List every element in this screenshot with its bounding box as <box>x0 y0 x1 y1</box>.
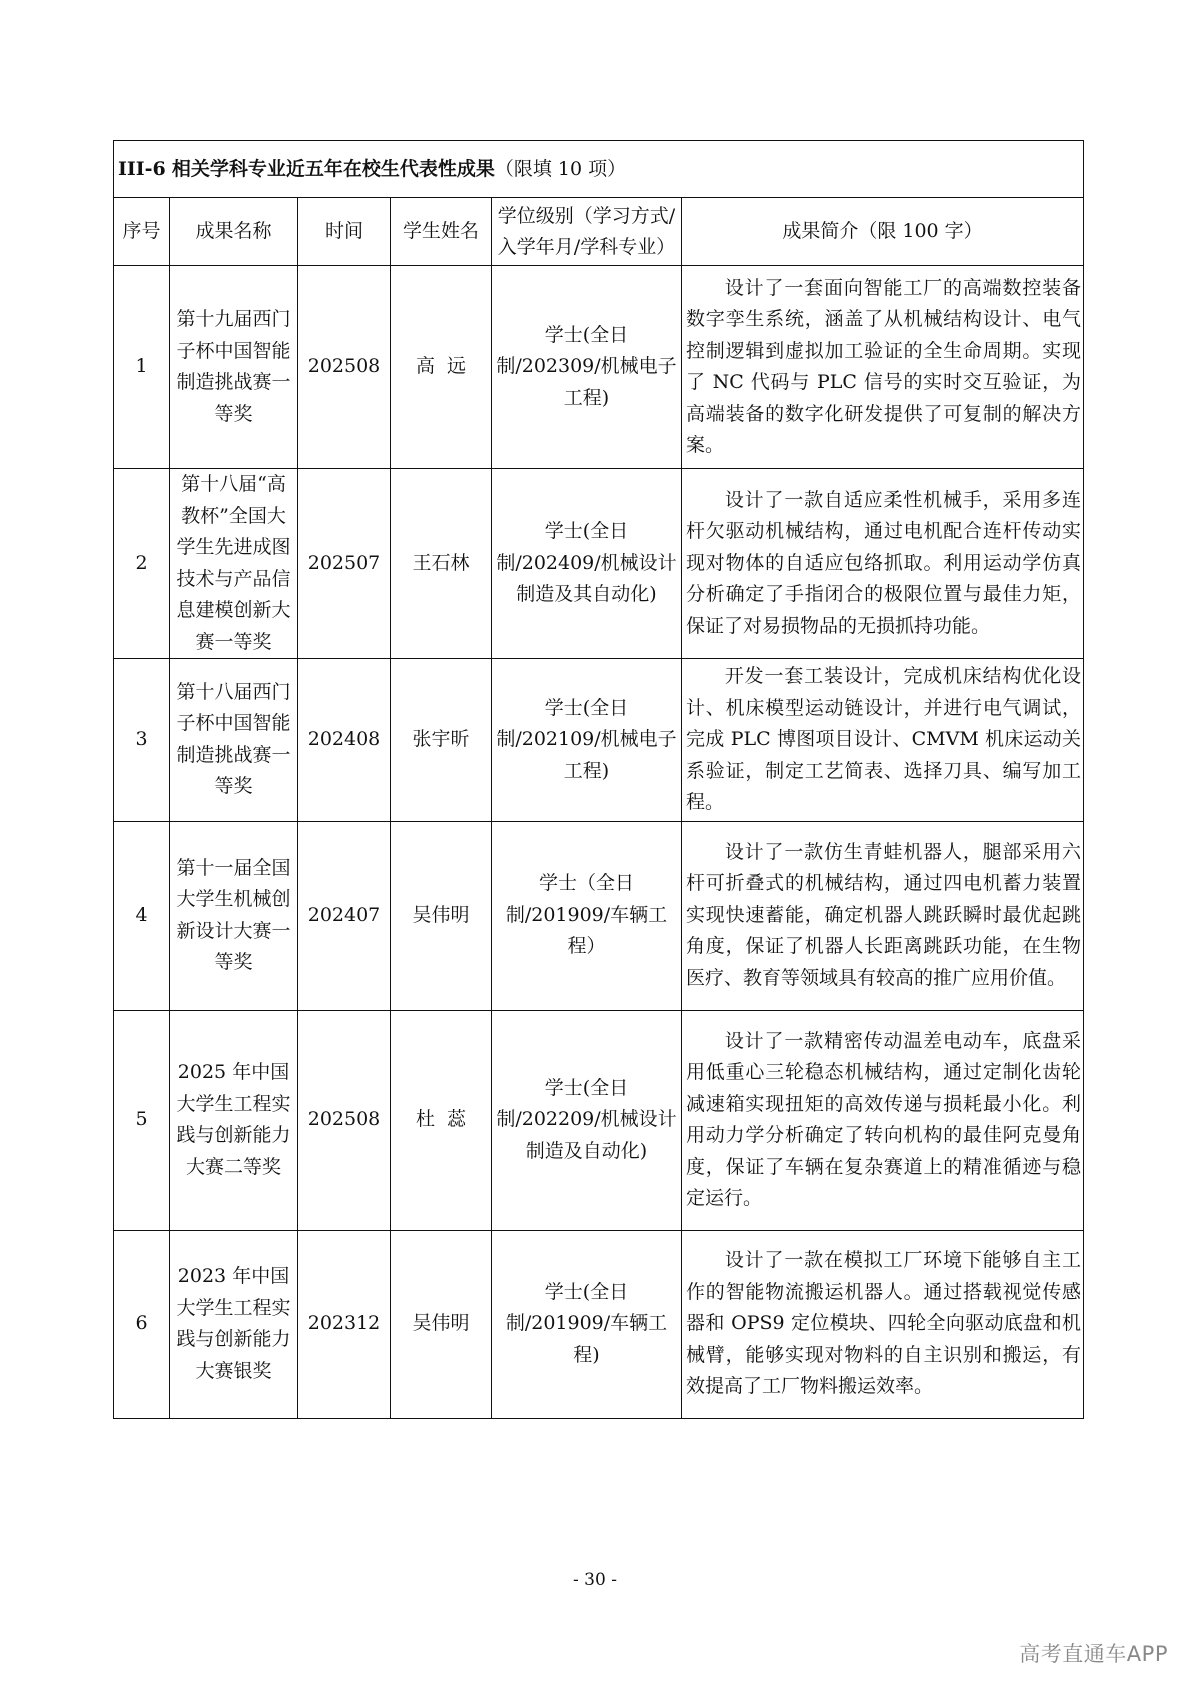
table-row <box>114 1010 1084 1230</box>
row-summary <box>682 266 1084 469</box>
row-summary-text: 设计了一款精密传动温差电动车，底盘采用低重心三轮稳态机械结构，通过定制化齿轮减速箱实现扭矩的高效传递与损耗最小化。利用动力学分析确定了转向机构的最佳阿克曼角度，保证了车辆在复杂赛道上的精准循迹与稳定运行。 <box>686 1029 1082 1209</box>
header-summary: 成果简介（限 100 字） <box>682 198 1084 266</box>
row-summary-text: 设计了一款仿生青蛙机器人，腿部采用六杆可折叠式的机械结构，通过四电机蓄力装置实现快速蓄能，确定机器人跳跃瞬时最优起跳角度，保证了机器人长距离跳跃功能，在生物医疗、教育等领域具有较高的推广应用价值。 <box>686 840 1082 989</box>
row-summary <box>682 1230 1084 1418</box>
table-row <box>114 821 1084 1010</box>
row-time: 202408 <box>298 659 391 822</box>
row-summary-text: 设计了一款自适应柔性机械手，采用多连杆欠驱动机械结构，通过电机配合连杆传动实现对物体的自适应包络抓取。利用运动学仿真分析确定了手指闭合的极限位置与最佳力矩，保证了对易损物品的无损抓持功能。 <box>686 488 1082 637</box>
row-name: 2025 年中国大学生工程实践与创新能力大赛二等奖 <box>170 1010 298 1230</box>
row-degree: 学士(全日制/201909/车辆工程) <box>492 1230 682 1418</box>
table-row <box>114 469 1084 659</box>
row-no: 5 <box>114 1010 170 1230</box>
watermark-text: 高考直通车APP <box>1019 1642 1168 1666</box>
header-row <box>114 198 1084 266</box>
row-degree: 学士(全日制/202409/机械设计制造及其自动化) <box>492 469 682 659</box>
row-name: 第十八届“高教杯”全国大学生先进成图技术与产品信息建模创新大赛一等奖 <box>170 469 298 659</box>
section-title-text: 相关学科专业近五年在校生代表性成果 <box>171 157 495 180</box>
row-no: 3 <box>114 659 170 822</box>
table-row <box>114 659 1084 822</box>
row-time: 202508 <box>298 266 391 469</box>
row-time: 202407 <box>298 821 391 1010</box>
row-time: 202507 <box>298 469 391 659</box>
row-student: 高 远 <box>391 266 492 469</box>
header-name: 成果名称 <box>170 198 298 266</box>
row-student: 吴伟明 <box>391 1230 492 1418</box>
row-no: 1 <box>114 266 170 469</box>
row-name: 第十九届西门子杯中国智能制造挑战赛一等奖 <box>170 266 298 469</box>
row-summary-text: 设计了一套面向智能工厂的高端数控装备数字孪生系统，涵盖了从机械结构设计、电气控制逻辑到虚拟加工验证的全生命周期。实现了 NC 代码与 PLC 信号的实时交互验证，为高端装备的数字化研发提供了可复制的解决方案。 <box>686 276 1082 456</box>
row-name: 2023 年中国大学生工程实践与创新能力大赛银奖 <box>170 1230 298 1418</box>
row-name: 第十一届全国大学生机械创新设计大赛一等奖 <box>170 821 298 1010</box>
row-summary-text: 开发一套工装设计，完成机床结构优化设计、机床模型运动链设计，并进行电气调试，完成 PLC 博图项目设计、CMVM 机床运动关系验证，制定工艺简表、选择刀具、编写加工程。 <box>686 665 1082 813</box>
row-student: 杜 蕊 <box>391 1010 492 1230</box>
row-degree: 学士(全日制/202209/机械设计制造及自动化) <box>492 1010 682 1230</box>
row-summary <box>682 469 1084 659</box>
header-no: 序号 <box>114 198 170 266</box>
row-summary <box>682 659 1084 822</box>
row-no: 6 <box>114 1230 170 1418</box>
row-no: 4 <box>114 821 170 1010</box>
row-time: 202312 <box>298 1230 391 1418</box>
achievements-table <box>113 140 1084 1419</box>
section-code: III-6 <box>118 157 166 180</box>
row-student: 王石林 <box>391 469 492 659</box>
table-row <box>114 1230 1084 1418</box>
row-degree: 学士(全日制/202309/机械电子工程) <box>492 266 682 469</box>
row-summary-text: 设计了一款在模拟工厂环境下能够自主工作的智能物流搬运机器人。通过搭载视觉传感器和 OPS9 定位模块、四轮全向驱动底盘和机械臂，能够实现对物料的自主识别和搬运，有效提高了工厂物料搬运效率。 <box>686 1249 1082 1398</box>
header-student: 学生姓名 <box>391 198 492 266</box>
row-student: 吴伟明 <box>391 821 492 1010</box>
row-name: 第十八届西门子杯中国智能制造挑战赛一等奖 <box>170 659 298 822</box>
header-degree: 学位级别（学习方式/入学年月/学科专业） <box>492 198 682 266</box>
row-summary <box>682 1010 1084 1230</box>
row-summary <box>682 821 1084 1010</box>
row-degree: 学士(全日制/202109/机械电子工程) <box>492 659 682 822</box>
section-note: （限填 10 项） <box>494 157 627 180</box>
section-title <box>114 141 1084 198</box>
row-student: 张宇昕 <box>391 659 492 822</box>
page-number: - 30 - <box>573 1570 617 1590</box>
row-time: 202508 <box>298 1010 391 1230</box>
row-degree: 学士（全日制/201909/车辆工程） <box>492 821 682 1010</box>
row-no: 2 <box>114 469 170 659</box>
table-row <box>114 266 1084 469</box>
header-time: 时间 <box>298 198 391 266</box>
